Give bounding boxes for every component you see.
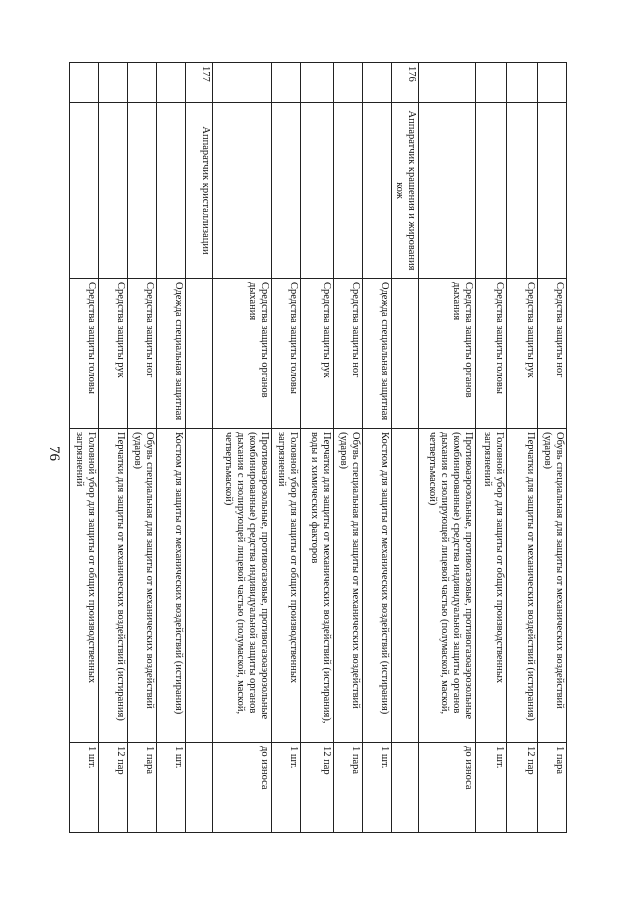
profession-cell (157, 103, 186, 279)
table-row (334, 63, 363, 833)
ppe-name-cell: Противоаэрозольные, противогазовые, противогазоаэрозольные (комбинированные) средства индивидуальной защиты органов дыхания с изолирующей лицевой частью (полумаской, маской, четвертьмаской) (419, 429, 476, 743)
row-number-cell (213, 63, 272, 103)
row-number-cell (363, 63, 392, 103)
ppe-name-cell: Головной убор для защиты от общих производственных загрязнений (272, 429, 301, 743)
profession-cell (507, 103, 538, 279)
ppe-name-cell: Головной убор для защиты от общих производственных загрязнений (70, 429, 99, 743)
table-row (213, 63, 272, 833)
ppe-name-cell: Обувь специальная для защиты от механических воздействий (ударов) (334, 429, 363, 743)
profession-cell: Аппаратчик кристаллизации (186, 103, 213, 279)
ppe-name-cell: Противоаэрозольные, противогазовые, противогазоаэрозольные (комбинированные) средства индивидуальной защиты органов дыхания с изолирующей лицевой частью (полумаской, маской, четвертьмаской) (213, 429, 272, 743)
profession-cell (538, 103, 567, 279)
table-row (476, 63, 507, 833)
norm-cell: 1 шт. (70, 743, 99, 833)
page-number: 76 (46, 446, 62, 461)
table-row (507, 63, 538, 833)
profession-cell: Аппаратчик крашения и жирования кож (392, 103, 419, 279)
table-row (272, 63, 301, 833)
row-number-cell (538, 63, 567, 103)
table-row (538, 63, 567, 833)
row-number-cell (476, 63, 507, 103)
ppe-type-cell (392, 279, 419, 429)
ppe-name-cell: Перчатки для защиты от механических воздействий (истирания) (99, 429, 128, 743)
profession-cell (363, 103, 392, 279)
row-number-cell (128, 63, 157, 103)
row-number-cell (419, 63, 476, 103)
ppe-type-cell: Средства защиты рук (301, 279, 334, 429)
ppe-type-cell: Одежда специальная защитная (157, 279, 186, 429)
profession-cell (476, 103, 507, 279)
table-row (363, 63, 392, 833)
norm-cell: до износа (419, 743, 476, 833)
profession-cell (70, 103, 99, 279)
ppe-name-cell: Костюм для защиты от механических воздействий (истирания) (363, 429, 392, 743)
ppe-name-cell: Костюм для защиты от механических воздействий (истирания) (157, 429, 186, 743)
row-number-cell: 177 (186, 63, 213, 103)
ppe-type-cell: Средства защиты рук (507, 279, 538, 429)
ppe-norms-table (69, 62, 567, 833)
norm-cell: 12 пар (507, 743, 538, 833)
ppe-type-cell: Средства защиты головы (70, 279, 99, 429)
ppe-type-cell: Средства защиты ног (538, 279, 567, 429)
ppe-type-cell: Одежда специальная защитная (363, 279, 392, 429)
norm-cell (186, 743, 213, 833)
ppe-name-cell: Обувь специальная для защиты от механических воздействий (ударов) (128, 429, 157, 743)
norm-cell (392, 743, 419, 833)
profession-cell (301, 103, 334, 279)
table-row (392, 63, 419, 833)
norm-cell: 12 пар (301, 743, 334, 833)
ppe-name-cell: Головной убор для защиты от общих производственных загрязнений (476, 429, 507, 743)
profession-cell (272, 103, 301, 279)
ppe-type-cell: Средства защиты головы (476, 279, 507, 429)
norm-cell: 1 шт. (363, 743, 392, 833)
row-number-cell (157, 63, 186, 103)
profession-cell (419, 103, 476, 279)
table-row (186, 63, 213, 833)
rotated-page-content (74, 62, 567, 832)
ppe-name-cell (392, 429, 419, 743)
row-number-cell (99, 63, 128, 103)
ppe-type-cell: Средства защиты ног (334, 279, 363, 429)
row-number-cell (334, 63, 363, 103)
ppe-type-cell: Средства защиты органов дыхания (213, 279, 272, 429)
ppe-type-cell: Средства защиты ног (128, 279, 157, 429)
norm-cell: 1 пара (128, 743, 157, 833)
norm-cell: до износа (213, 743, 272, 833)
table-row (419, 63, 476, 833)
ppe-name-cell (186, 429, 213, 743)
table-row (99, 63, 128, 833)
ppe-name-cell: Обувь специальная для защиты от механических воздействий (ударов) (538, 429, 567, 743)
ppe-type-cell: Средства защиты головы (272, 279, 301, 429)
table-row (128, 63, 157, 833)
row-number-cell (272, 63, 301, 103)
table-row (157, 63, 186, 833)
profession-cell (128, 103, 157, 279)
row-number-cell: 176 (392, 63, 419, 103)
ppe-name-cell: Перчатки для защиты от механических воздействий (истирания), воды и химических факторов (301, 429, 334, 743)
profession-cell (213, 103, 272, 279)
row-number-cell (70, 63, 99, 103)
ppe-type-cell (186, 279, 213, 429)
norm-cell: 1 шт. (272, 743, 301, 833)
norm-cell: 1 пара (334, 743, 363, 833)
table-row (70, 63, 99, 833)
profession-cell (99, 103, 128, 279)
norm-cell: 1 шт. (157, 743, 186, 833)
ppe-type-cell: Средства защиты органов дыхания (419, 279, 476, 429)
row-number-cell (301, 63, 334, 103)
row-number-cell (507, 63, 538, 103)
ppe-name-cell: Перчатки для защиты от механических воздействий (истирания) (507, 429, 538, 743)
profession-cell (334, 103, 363, 279)
table-row (301, 63, 334, 833)
ppe-type-cell: Средства защиты рук (99, 279, 128, 429)
norm-cell: 1 шт. (476, 743, 507, 833)
norm-cell: 1 пара (538, 743, 567, 833)
norm-cell: 12 пар (99, 743, 128, 833)
